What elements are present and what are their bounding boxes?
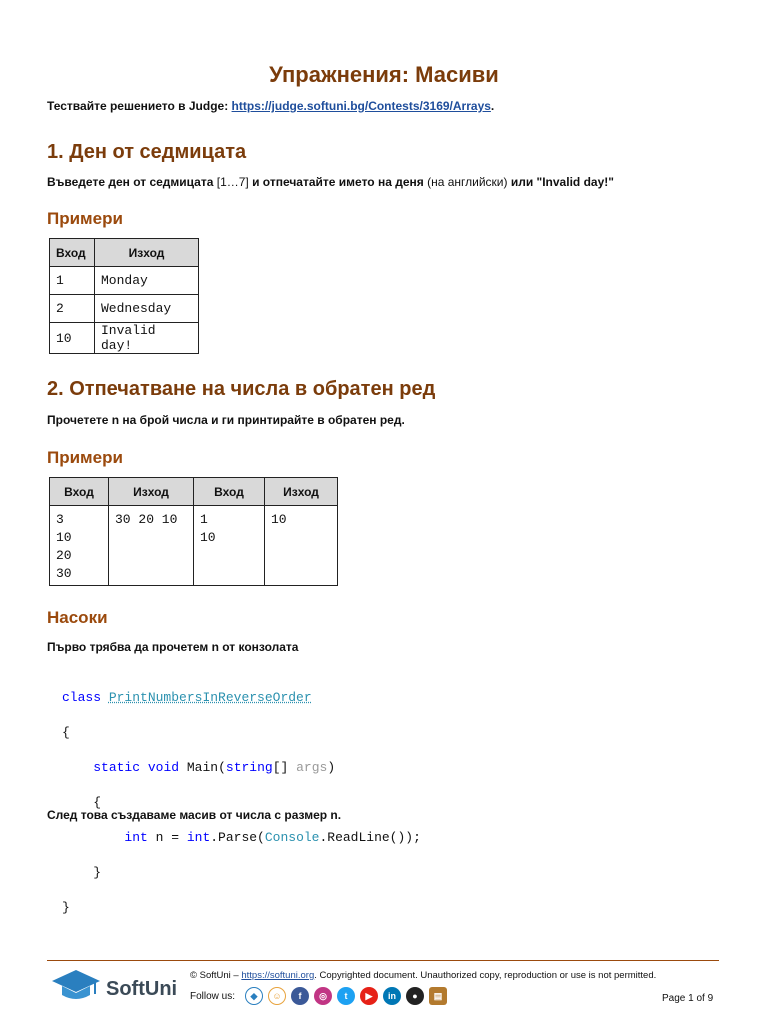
section1-description <box>47 175 614 189</box>
table-cell: 3 10 20 30 <box>50 506 109 586</box>
code-line: int n = int.Parse(Console.ReadLine()); <box>124 829 421 845</box>
table-row <box>50 323 199 354</box>
softuni-logo[interactable] <box>50 968 178 1011</box>
table-cell: 1 10 <box>194 506 265 586</box>
table-cell: 30 20 10 <box>109 506 194 586</box>
github-icon[interactable]: ● <box>406 987 424 1005</box>
table-header: Вход <box>50 239 95 267</box>
table-row <box>50 295 199 323</box>
hint-text: След това създаваме масив от числа с размер n. <box>47 808 342 822</box>
intro-paragraph <box>47 99 494 113</box>
examples-heading: Примери <box>47 209 123 228</box>
code-line: { <box>62 724 70 740</box>
code-line: static void Main(string[] args) <box>93 759 336 775</box>
examples-table-2 <box>49 477 338 586</box>
code-line: { <box>93 794 102 810</box>
table-cell: Monday <box>95 267 199 295</box>
page-number: Page 1 of 9 <box>662 993 714 1004</box>
table-cell: Invalid day! <box>95 323 199 354</box>
copyright-notice: © SoftUni – https://softuni.org. Copyrighted document. Unauthorized copy, reproduction or use is not permitted. <box>190 970 657 981</box>
softuni-kids-icon[interactable]: ☺ <box>268 987 286 1005</box>
desc-range: [1…7] <box>216 175 249 189</box>
table-cell: 1 <box>50 267 95 295</box>
desc-english: (на английски) <box>427 175 508 189</box>
desc-part: или "Invalid day!" <box>507 175 614 189</box>
desc-part: Въведете ден от седмицата <box>47 175 217 189</box>
intro-suffix: . <box>490 99 495 113</box>
follow-label: Follow us: <box>190 991 236 1002</box>
twitter-icon[interactable]: t <box>337 987 355 1005</box>
blog-icon[interactable]: ▤ <box>429 987 447 1005</box>
hints-heading: Насоки <box>47 608 108 627</box>
youtube-icon[interactable]: ▶ <box>360 987 378 1005</box>
linkedin-icon[interactable]: in <box>383 987 401 1005</box>
examples-table-1 <box>49 238 199 354</box>
table-header: Изход <box>95 239 199 267</box>
hint-text: Първо трябва да прочетем n от конзолата <box>47 640 299 654</box>
code-snippet <box>62 671 421 934</box>
footer-divider <box>47 960 719 961</box>
softuni-logo-icon <box>50 968 102 1006</box>
social-icons <box>245 987 452 1005</box>
softuni-icon[interactable]: ◆ <box>245 987 263 1005</box>
section2-description: Прочетете n на брой числа и ги принтирайте в обратен ред. <box>47 413 405 427</box>
table-cell: 10 <box>265 506 338 586</box>
softuni-org-link[interactable]: https://softuni.org <box>241 970 315 981</box>
examples-heading: Примери <box>47 448 123 467</box>
table-cell: 10 <box>50 323 95 354</box>
table-header: Вход <box>50 478 109 506</box>
page-title: Упражнения: Масиви <box>269 62 499 87</box>
section1-heading: 1. Ден от седмицата <box>47 141 247 163</box>
judge-link[interactable]: https://judge.softuni.bg/Contests/3169/Arrays <box>231 99 491 113</box>
code-line: } <box>62 899 70 915</box>
table-cell: 2 <box>50 295 95 323</box>
code-line: class PrintNumbersInReverseOrder <box>62 689 312 705</box>
desc-part: и отпечатайте името на деня <box>248 175 428 189</box>
table-header: Изход <box>265 478 338 506</box>
table-header: Изход <box>109 478 194 506</box>
intro-text: Тествайте решението в Judge: <box>47 99 232 113</box>
table-row <box>50 267 199 295</box>
instagram-icon[interactable]: ◎ <box>314 987 332 1005</box>
table-row <box>50 506 338 586</box>
facebook-icon[interactable]: f <box>291 987 309 1005</box>
logo-text: SoftUni <box>106 978 178 1000</box>
table-cell: Wednesday <box>95 295 199 323</box>
code-line: } <box>93 864 102 880</box>
section2-heading: 2. Отпечатване на числа в обратен ред <box>47 378 436 400</box>
table-header: Вход <box>194 478 265 506</box>
